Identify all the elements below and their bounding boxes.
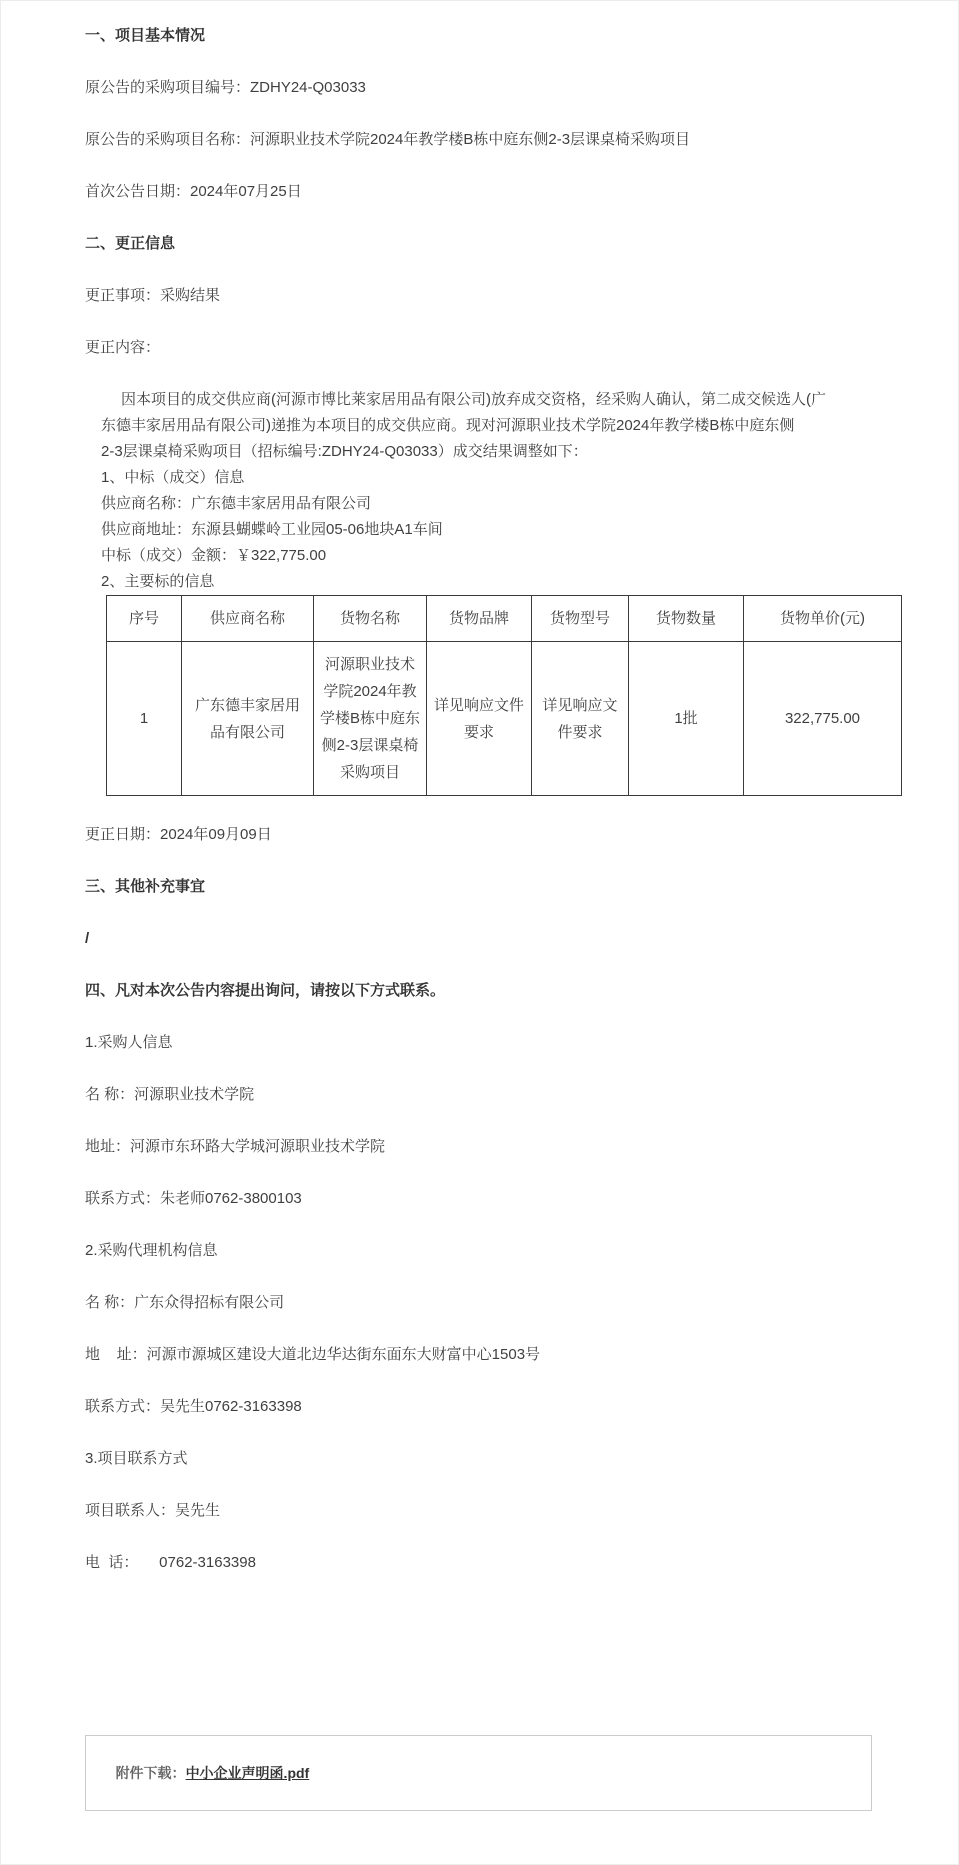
- award-amount-line: 中标（成交）金额：￥322,775.00: [101, 547, 327, 564]
- supplier-address-line: 供应商地址：东源县蝴蝶岭工业园05-06地块A1车间: [101, 521, 443, 538]
- col-header-goods-name: 货物名称: [314, 596, 427, 642]
- cell-unit-price: 322,775.00: [744, 642, 902, 796]
- correction-content-label: 更正内容：: [85, 339, 161, 356]
- col-header-seq: 序号: [107, 596, 182, 642]
- section3-content: /: [85, 930, 90, 947]
- cell-quantity: 1批: [629, 642, 744, 796]
- cell-model: 详见响应文件要求: [532, 642, 629, 796]
- section1-title: 一、项目基本情况: [85, 27, 206, 44]
- first-announce-date-line: 首次公告日期：2024年07月25日: [85, 183, 302, 200]
- agency-contact-line: 联系方式：吴先生0762-3163398: [85, 1398, 302, 1415]
- supplier-name-line: 供应商名称：广东德丰家居用品有限公司: [101, 495, 372, 512]
- agency-address-line: 地 址：河源市源城区建设大道北边华达街东面东大财富中心1503号: [85, 1346, 541, 1363]
- col-header-unit-price: 货物单价(元): [744, 596, 902, 642]
- agency-name-line: 名 称：广东众得招标有限公司: [85, 1294, 285, 1311]
- correction-item-line: 更正事项：采购结果: [85, 287, 221, 304]
- col-header-supplier: 供应商名称: [182, 596, 314, 642]
- correction-date-line: 更正日期：2024年09月09日: [85, 826, 272, 843]
- cell-goods-name: 河源职业技术学院2024年教学楼B栋中庭东侧2-3层课桌椅采购项目: [314, 642, 427, 796]
- attachment-pdf-link[interactable]: 中小企业声明函.pdf: [185, 1765, 310, 1781]
- table-header-row: [107, 596, 902, 642]
- award-info-heading: 1、中标（成交）信息: [101, 469, 245, 486]
- col-header-model: 货物型号: [532, 596, 629, 642]
- project-contact-person-line: 项目联系人：吴先生: [85, 1502, 221, 1519]
- project-name-line: 原公告的采购项目名称：河源职业技术学院2024年教学楼B栋中庭东侧2-3层课桌椅采购项目: [85, 131, 691, 148]
- purchaser-heading: 1.采购人信息: [85, 1034, 173, 1051]
- project-contact-heading: 3.项目联系方式: [85, 1450, 188, 1467]
- section3-title: 三、其他补充事宜: [85, 878, 206, 895]
- col-header-quantity: 货物数量: [629, 596, 744, 642]
- col-header-brand: 货物品牌: [427, 596, 532, 642]
- goods-info-table: [106, 595, 902, 796]
- section4-title: 四、凡对本次公告内容提出询问，请按以下方式联系。: [85, 982, 446, 999]
- purchaser-name-line: 名 称：河源职业技术学院: [85, 1086, 255, 1103]
- correction-paragraph-line: 因本项目的成交供应商(河源市博比莱家居用品有限公司)放弃成交资格，经采购人确认，第二成交候选人(广: [121, 391, 826, 408]
- attachment-label: 附件下载：: [115, 1765, 186, 1781]
- main-subject-heading: 2、主要标的信息: [101, 573, 215, 590]
- correction-paragraph-line: 2-3层课桌椅采购项目（招标编号:ZDHY24-Q03033）成交结果调整如下：: [101, 443, 588, 460]
- cell-brand: 详见响应文件要求: [427, 642, 532, 796]
- cell-seq: 1: [107, 642, 182, 796]
- table-row: [107, 642, 902, 796]
- correction-paragraph-line: 东德丰家居用品有限公司)递推为本项目的成交供应商。现对河源职业技术学院2024年教学楼B栋中庭东侧: [101, 417, 795, 434]
- agency-heading: 2.采购代理机构信息: [85, 1242, 218, 1259]
- section2-title: 二、更正信息: [85, 235, 176, 252]
- purchaser-contact-line: 联系方式：朱老师0762-3800103: [85, 1190, 302, 1207]
- purchaser-address-line: 地址：河源市东环路大学城河源职业技术学院: [85, 1138, 386, 1155]
- attachment-download-bar: [85, 1735, 872, 1811]
- project-contact-phone-line: 电 话： 0762-3163398: [85, 1554, 256, 1571]
- correction-content-block: [101, 387, 894, 796]
- project-number-line: 原公告的采购项目编号：ZDHY24-Q03033: [85, 79, 366, 96]
- cell-supplier: 广东德丰家居用品有限公司: [182, 642, 314, 796]
